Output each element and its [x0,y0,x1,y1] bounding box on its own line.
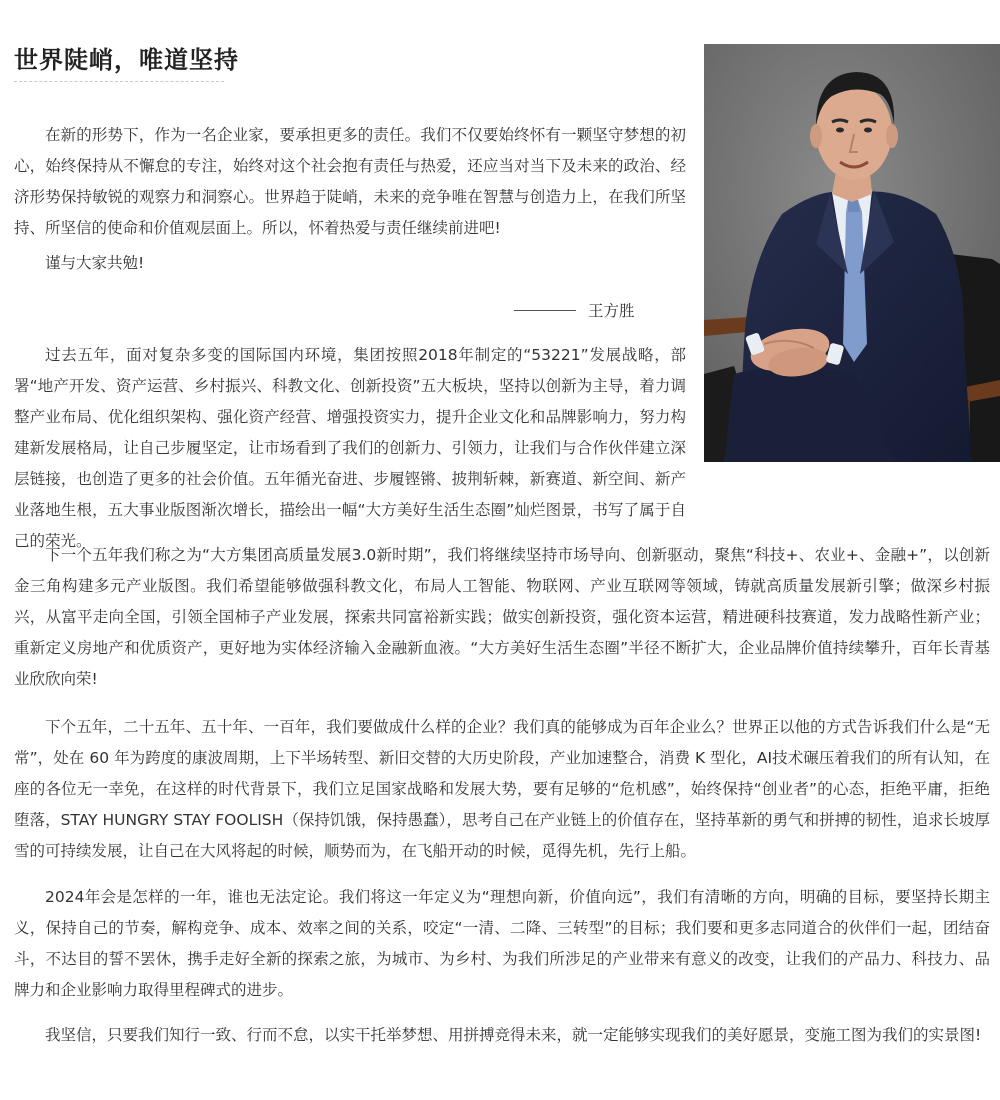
encourage-line: 谨与大家共勉! [45,254,145,272]
title-divider [14,81,224,82]
signature [514,296,635,324]
article-title: 世界陡峭，唯道坚持 [14,46,239,74]
body-paragraph-5: 我坚信，只要我们知行一致、行而不怠，以实干托举梦想、用拼搏竞得未来，就一定能够实现我们的美好愿景，变施工图为我们的实景图! [45,1026,982,1044]
body-paragraph-4: 2024年会是怎样的一年，谁也无法定论。我们将这一年定义为“理想向新，价值向远”，我们有清晰的方向，明确的目标，要坚持长期主义，保持自己的节奏，解构竞争、成本、效率之间的关系，咬定“一清、二降、三转型”的目标；我们要和更多志同道合的伙伴们一起，团结奋斗，不达目的誓不罢休，携手走好全新的探索之旅，为城市、为乡村、为我们所涉足的产业带来有意义的改变，让我们的产品力、科技力、品牌力和企业影响力取得里程碑式的进步。 [14,888,990,999]
signature-name: 王方胜 [588,302,635,320]
intro-paragraph: 在新的形势下，作为一名企业家，要承担更多的责任。我们不仅要始终怀有一颗坚守梦想的初心，始终保持从不懈怠的专注，始终对这个社会抱有责任与热爱，还应当对当下及未来的政治、经济形势保持敏锐的观察力和洞察心。世界趋于陡峭，未来的竞争唯在智慧与创造力上，在我们所坚持、所坚信的使命和价值观层面上。所以，怀着热爱与责任继续前进吧! [14,126,686,237]
body-paragraph-3: 下个五年，二十五年、五十年、一百年，我们要做成什么样的企业？我们真的能够成为百年企业么？世界正以他的方式告诉我们什么是“无常”，处在 60 年为跨度的康波周期，上下半场转型、新旧交替的大历史阶段，产业加速整合，消费 K 型化，AI技术碾压着我们的所有认知，在座的各位无一幸免，在这样的时代背景下，我们立足国家战略和发展大势，要有足够的“危机感”，始终保持“创业者”的心态，拒绝平庸，拒绝堕落，STAY HUNGRY STAY FOOLISH（保持饥饿，保持愚蠢），思考自己在产业链上的价值存在，坚持革新的勇气和拼搏的韧性，追求长坡厚雪的可持续发展，让自己在大风将起的时候，顺势而为，在飞船开动的时候，觅得先机，先行上船。 [14,718,990,860]
body-paragraph-1: 过去五年，面对复杂多变的国际国内环境，集团按照2018年制定的“53221”发展战略，部署“地产开发、资产运营、乡村振兴、科教文化、创新投资”五大板块，坚持以创新为主导，着力调整产业布局、优化组织架构、强化资产经营、增强投资实力，提升企业文化和品牌影响力，努力构建新发展格局，让自己步履坚定，让市场看到了我们的创新力、引领力，让我们与合作伙伴建立深层链接，也创造了更多的社会价值。五年循光奋进、步履铿锵、披荆斩棘，新赛道、新空间、新产业落地生根，五大事业版图渐次增长，描绘出一幅“大方美好生活生态圈”灿烂图景，书写了属于自己的荣光。 [14,346,686,550]
portrait-photo [704,44,1000,462]
businessman-portrait-icon [704,44,1000,462]
signature-dash [514,310,576,311]
body-paragraph-2: 下一个五年我们称之为“大方集团高质量发展3.0新时期”，我们将继续坚持市场导向、创新驱动，聚焦“科技+、农业+、金融+”，以创新金三角构建多元产业版图。我们希望能够做强科教文化，布局人工智能、物联网、产业互联网等领域，铸就高质量发展新引擎；做深乡村振兴，从富平走向全国，引领全国柿子产业发展，探索共同富裕新实践；做实创新投资，强化资本运营，精进硬科技赛道，发力战略性新产业；重新定义房地产和优质资产，更好地为实体经济输入金融新血液。“大方美好生活生态圈”半径不断扩大，企业品牌价值持续攀升，百年长青基业欣欣向荣! [14,546,990,688]
